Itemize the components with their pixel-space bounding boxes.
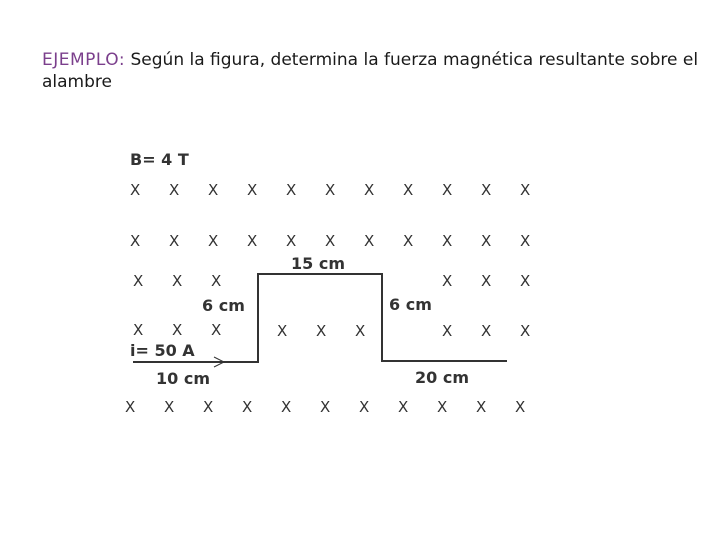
segment-left-vertical-label: 6 cm	[202, 296, 245, 315]
segment-right-horizontal-label: 20 cm	[415, 368, 469, 387]
field-x: X	[442, 272, 453, 290]
field-x: X	[286, 181, 297, 199]
field-x: X	[164, 398, 175, 416]
field-x: X	[364, 232, 375, 250]
field-x: X	[211, 321, 222, 339]
field-x: X	[247, 181, 258, 199]
field-x: X	[281, 398, 292, 416]
field-x: X	[277, 322, 288, 340]
field-x: X	[364, 181, 375, 199]
field-label: B= 4 T	[130, 150, 189, 169]
segment-left-horizontal-label: 10 cm	[156, 369, 210, 388]
field-x: X	[325, 232, 336, 250]
field-x: X	[247, 232, 258, 250]
field-x: X	[325, 181, 336, 199]
current-label: i= 50 A	[130, 341, 195, 360]
field-x: X	[403, 232, 414, 250]
field-x: X	[125, 398, 136, 416]
field-x: X	[442, 232, 453, 250]
field-x: X	[130, 232, 141, 250]
field-x: X	[520, 322, 531, 340]
field-x: X	[520, 232, 531, 250]
field-x: X	[442, 322, 453, 340]
field-x: X	[208, 232, 219, 250]
field-x: X	[320, 398, 331, 416]
field-x: X	[520, 181, 531, 199]
field-x: X	[442, 181, 453, 199]
field-x: X	[242, 398, 253, 416]
field-x: X	[476, 398, 487, 416]
field-x: X	[208, 181, 219, 199]
field-x: X	[359, 398, 370, 416]
problem-text: Según la figura, determina la fuerza magnética resultante sobre el alambre	[42, 50, 699, 92]
example-label: EJEMPLO:	[42, 50, 126, 70]
field-x: X	[515, 398, 526, 416]
field-x: X	[481, 232, 492, 250]
field-x: X	[437, 398, 448, 416]
field-x: X	[172, 272, 183, 290]
segment-right-vertical-label: 6 cm	[389, 295, 432, 314]
field-x: X	[169, 181, 180, 199]
field-x: X	[481, 322, 492, 340]
field-x: X	[481, 181, 492, 199]
field-x: X	[203, 398, 214, 416]
field-x: X	[172, 321, 183, 339]
segment-top-label: 15 cm	[291, 254, 345, 273]
field-x: X	[316, 322, 327, 340]
field-x: X	[130, 181, 141, 199]
field-x: X	[398, 398, 409, 416]
field-x: X	[211, 272, 222, 290]
field-x: X	[355, 322, 366, 340]
field-x: X	[403, 181, 414, 199]
field-x: X	[133, 321, 144, 339]
field-x: X	[286, 232, 297, 250]
field-x: X	[520, 272, 531, 290]
field-x: X	[481, 272, 492, 290]
field-x: X	[133, 272, 144, 290]
field-x: X	[169, 232, 180, 250]
